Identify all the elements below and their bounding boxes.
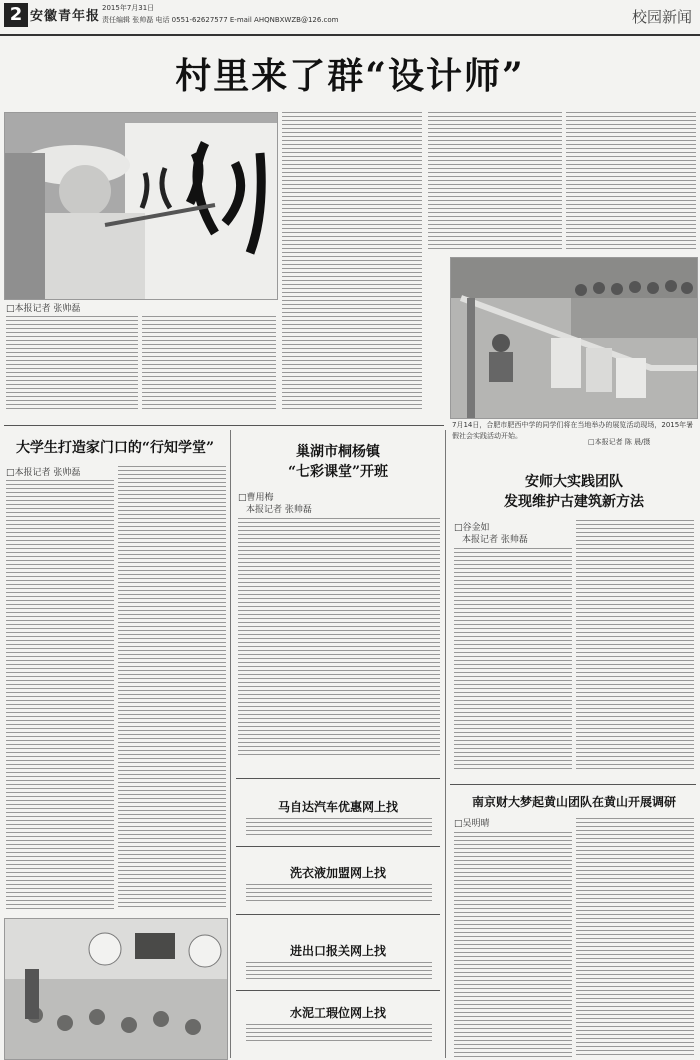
- short-divider: [236, 990, 440, 991]
- column-divider: [230, 430, 231, 1058]
- lead-byline: □本报记者 张帅磊: [6, 304, 81, 314]
- article-title-tonglu-line1: 巢湖市桐杨镇: [296, 444, 380, 460]
- lead-body-col5: [566, 112, 696, 250]
- article-body-xingzhi-col2: [118, 466, 226, 910]
- short-title: 马自达汽车优惠网上找: [277, 800, 398, 814]
- lead-photo-illustration: [5, 113, 277, 299]
- classroom-photo: [4, 918, 228, 1060]
- masthead: [0, 0, 700, 36]
- article-title-nancai: 南京财大梦起黄山团队在黄山开展调研: [471, 795, 676, 809]
- paper-logo-mark: 2: [4, 3, 28, 27]
- issue-date: 2015年7月31日: [102, 4, 155, 12]
- article-body-nancai-col1: [454, 832, 572, 1058]
- short-divider: [236, 846, 440, 847]
- short-body: [246, 962, 432, 980]
- section-divider: [4, 425, 444, 426]
- short-title: 洗衣液加盟网上找: [289, 866, 386, 880]
- short-title: 水泥工瑕位网上找: [289, 1006, 386, 1020]
- article-byline-anshi: 本报记者 张帅磊: [462, 535, 528, 545]
- lead-photo2-credit: □本报记者 陈 晨/摄: [588, 438, 651, 446]
- lead-photo2-illustration: [451, 258, 697, 418]
- short-body: [246, 884, 432, 902]
- issue-editor-line: 责任编辑 张帅磊 电话 0551-62627577 E-mail AHQNBXWZB@126.com: [102, 16, 339, 24]
- short-divider: [236, 914, 440, 915]
- lead-body-col4: [428, 112, 562, 250]
- lead-photo2-caption: 7月14日，合肥市肥西中学的同学们将在当地举办的展览活动现场，2015年暑假社会实践活动开始。: [452, 421, 694, 440]
- lead-body-col2: [142, 316, 276, 412]
- lead-headline: 村里来了群“设计师”: [175, 55, 525, 97]
- article-title-anshi-line2: 发现维护古建筑新方法: [504, 494, 644, 510]
- lead-body-col1: [6, 316, 138, 412]
- short-body: [246, 818, 432, 836]
- classroom-photo-illustration: [5, 919, 227, 1059]
- column-divider: [445, 430, 446, 1058]
- article-body-nancai-col2: [576, 818, 694, 1058]
- lead-body-col3: [282, 112, 422, 412]
- lead-photo-children-painting: [4, 112, 278, 300]
- article-title-anshi-line1: 安师大实践团队: [525, 474, 623, 490]
- lead-photo-exhibition: [450, 257, 698, 419]
- article-title-tonglu-line2: “七彩课堂”开班: [287, 464, 389, 480]
- article-source-anshi: □谷金如: [454, 523, 490, 533]
- article-byline-nancai: □吴明晴: [454, 819, 490, 829]
- article-body-anshi-col2: [576, 520, 694, 770]
- article-body-xingzhi-col1: [6, 480, 114, 910]
- article-body-tonglu: [238, 518, 440, 758]
- article-byline-tonglu: 本报记者 张帅磊: [246, 505, 312, 515]
- article-byline-xingzhi: □本报记者 张帅磊: [6, 468, 81, 478]
- article-title-xingzhi: 大学生打造家门口的“行知学堂”: [15, 440, 215, 456]
- paper-name: 安徽青年报: [30, 9, 101, 24]
- short-title: 进出口报关网上找: [289, 944, 386, 958]
- article-source-tonglu: □曹用梅: [238, 493, 274, 503]
- section-name: 校园新闻: [631, 8, 692, 26]
- section-divider: [450, 784, 696, 785]
- article-body-anshi-col1: [454, 548, 572, 770]
- short-divider: [236, 778, 440, 779]
- short-body: [246, 1024, 432, 1042]
